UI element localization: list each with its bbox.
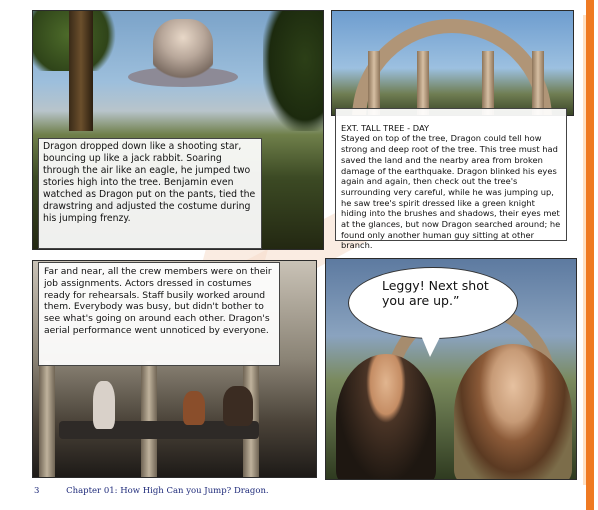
stone-column — [39, 361, 55, 478]
caption-text: EXT. TALL TREE - DAY Stayed on top of the tree, Dragon could tell how strong and deep root of the tree. This tree must had saved the land and the nearby area from broken damage of the earthquake. Dragon blinked his eyes again and again, then check out the tree's surrounding very careful, while he was jumping up, he saw tree's spirit dressed like a green knight hiding into the brushes and shadows, their eyes met at the glances, but now Dragon searched around; he found only another human guy sitting at other branch. — [341, 122, 561, 251]
male-character — [336, 354, 436, 480]
page-footer — [34, 486, 269, 496]
background-trees — [263, 11, 323, 131]
crew-figure — [223, 386, 253, 426]
gazebo-pillar — [368, 51, 380, 116]
speech-bubble-text: Leggy! Next shot you are up.” — [382, 278, 489, 308]
caption-text: Dragon dropped down like a shooting star, bouncing up like a jack rabbit. Soaring through the air like an eagle, he jumped two stories high into the tree. Benjamin even watched as Dragon put on the pants, tied the drawstring and adjusted the costume during his jumping frenzy. — [43, 141, 256, 224]
gazebo-pillar — [417, 51, 429, 116]
stone-column — [141, 361, 157, 478]
page-edge-accent-bar — [586, 0, 594, 510]
gazebo-pillar — [532, 51, 544, 116]
speech-bubble-tail — [420, 333, 442, 357]
crew-figure — [183, 391, 205, 425]
caption-box-panel1 — [38, 138, 262, 249]
page-number: 3 — [34, 486, 40, 496]
caption-text: Far and near, all the crew members were on their job assignments. Actors dressed in costumes ready for rehearsals. Staff busily worked around them. Everybody was busy, but didn't bother to see what's going on around each other. Dragon's aerial performance went unnoticed by everyone. — [44, 266, 272, 336]
comic-panel-gazebo — [331, 10, 574, 116]
caption-box-panel3 — [38, 262, 280, 366]
caption-box-panel2 — [335, 108, 567, 251]
female-character — [454, 344, 572, 480]
gazebo-arch — [352, 19, 552, 116]
gazebo-pillar — [482, 51, 494, 116]
chapter-title: Chapter 01: How High Can you Jump? Dragon. — [66, 486, 269, 496]
tree-trunk — [69, 11, 93, 131]
crew-figure — [93, 381, 115, 429]
dragon-figure — [153, 19, 213, 81]
